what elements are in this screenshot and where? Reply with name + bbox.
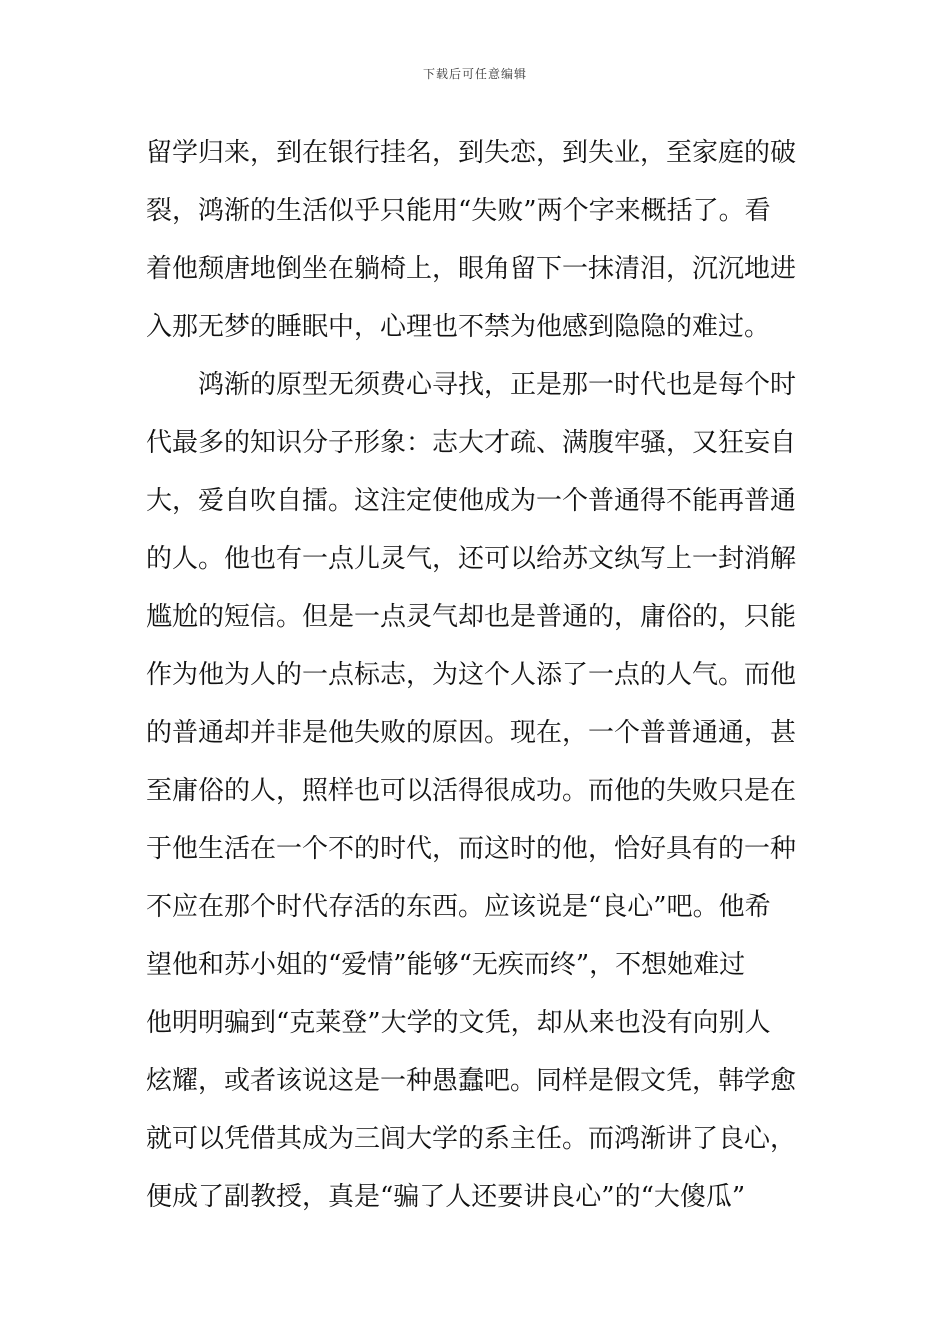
text-line: 他明明骗到“克莱登”大学的文凭，却从来也没有向别人	[146, 1008, 771, 1038]
document-body	[146, 124, 806, 1226]
text-line: 着他颓唐地倒坐在躺椅上，眼角留下一抹清泪，沉沉地进	[146, 254, 797, 284]
text-line: 入那无梦的睡眠中，心理也不禁为他感到隐隐的难过。	[146, 312, 771, 342]
text-line: 就可以凭借其成为三闾大学的系主任。而鸿渐讲了良心，	[146, 1124, 797, 1154]
text-line: 不应在那个时代存活的东西。应该说是“良心”吧。他希	[146, 892, 771, 922]
text-line: 的普通却并非是他失败的原因。现在，一个普普通通，甚	[146, 718, 797, 748]
text-line: 尴尬的短信。但是一点灵气却也是普通的，庸俗的，只能	[146, 602, 797, 632]
text-line: 炫耀，或者该说这是一种愚蠢吧。同样是假文凭，韩学愈	[146, 1066, 797, 1096]
text-line: 裂，鸿渐的生活似乎只能用“失败”两个字来概括了。看	[146, 196, 771, 226]
page-header: 下载后可任意编辑	[422, 67, 527, 81]
text-line: 的人。他也有一点儿灵气，还可以给苏文纨写上一封消解	[146, 544, 797, 574]
text-line: 大，爱自吹自擂。这注定使他成为一个普通得不能再普通	[146, 486, 797, 516]
text-line: 留学归来，到在银行挂名，到失恋，到失业，至家庭的破	[146, 138, 797, 168]
text-line: 望他和苏小姐的“爱情”能够“无疾而终”，不想她难过	[146, 950, 746, 980]
text-line: 代最多的知识分子形象：志大才疏、满腹牢骚，又狂妄自	[146, 428, 797, 458]
text-line: 至庸俗的人，照样也可以活得很成功。而他的失败只是在	[146, 776, 797, 806]
text-line: 于他生活在一个不的时代，而这时的他，恰好具有的一种	[146, 834, 797, 864]
text-line: 便成了副教授，真是“骗了人还要讲良心”的“大傻瓜”	[146, 1182, 746, 1212]
text-line: 作为他为人的一点标志，为这个人添了一点的人气。而他	[146, 660, 797, 690]
text-line: 鸿渐的原型无须费心寻找，正是那一时代也是每个时	[146, 370, 797, 400]
